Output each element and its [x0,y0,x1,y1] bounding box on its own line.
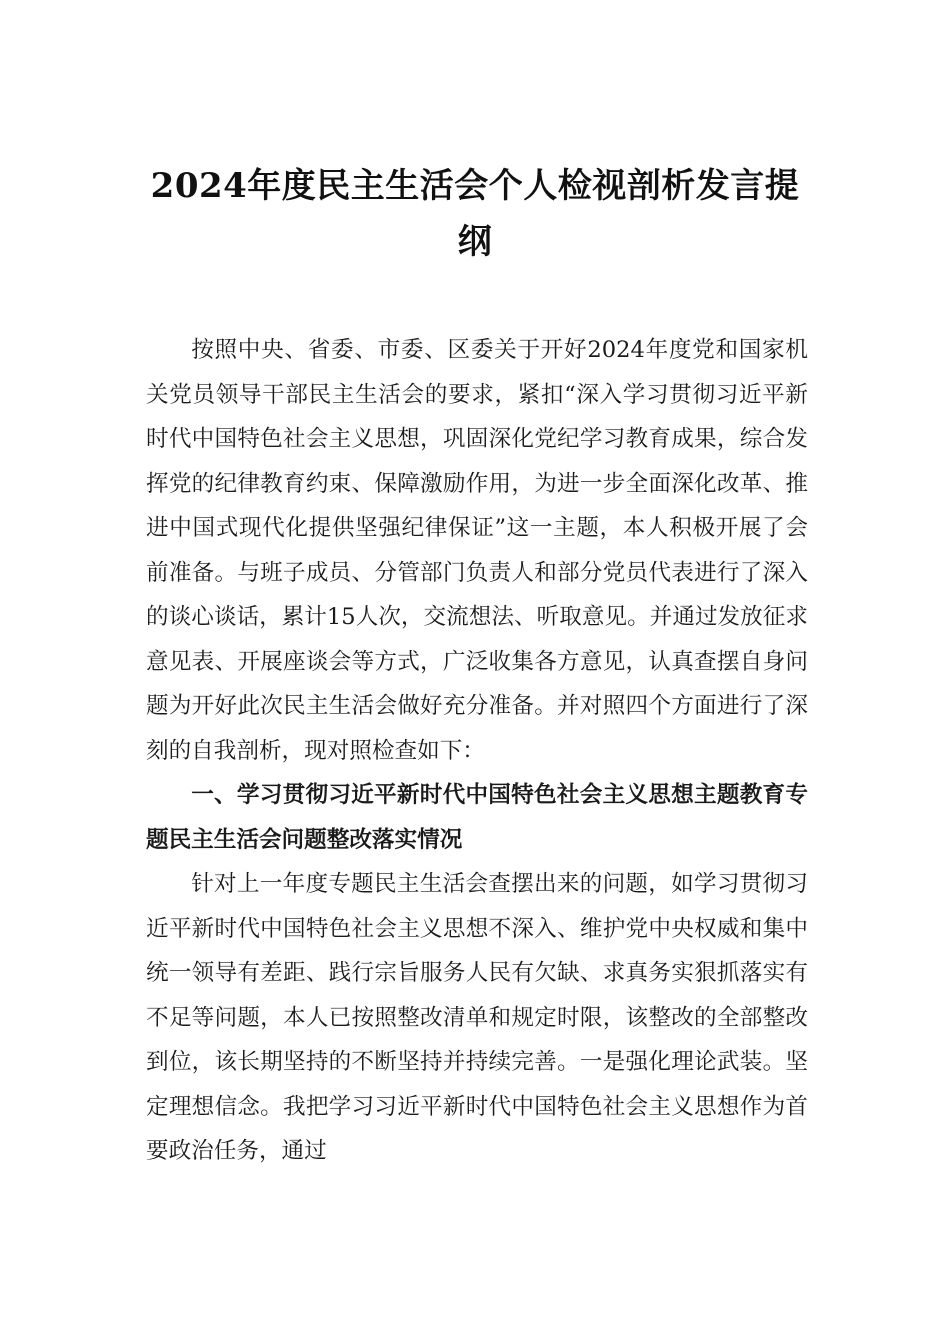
document-title: 2024年度民主生活会个人检视剖析发言提纲 [150,166,800,262]
intro-paragraph: 按照中央、省委、市委、区委关于开好2024年度党和国家机关党员领导干部民主生活会的要求，紧扣“深入学习贯彻习近平新时代中国特色社会主义思想，巩固深化党纪学习教育成果，综合发挥党的纪律教育约束、保障激励作用，为进一步全面深化改革、推进中国式现代化提供坚强纪律保证”这一主题，本人积极开展了会前准备。与班子成员、分管部门负责人和部分党员代表进行了深入的谈心谈话，累计15人次，交流想法、听取意见。并通过发放征求意见表、开展座谈会等方式，广泛收集各方意见，认真查摆自身问题为开好此次民主生活会做好充分准备。并对照四个方面进行了深刻的自我剖析，现对照检查如下： [146,337,808,764]
document-body [146,328,808,1174]
section-paragraph: 针对上一年度专题民主生活会查摆出来的问题，如学习贯彻习近平新时代中国特色社会主义思想不深入、维护党中央权威和集中统一领导有差距、践行宗旨服务人民有欠缺、求真务实狠抓落实有不足等问题，本人已按照整改清单和规定时限，该整改的全部整改到位，该长期坚持的不断坚持并持续完善。一是强化理论武装。坚定理想信念。我把学习习近平新时代中国特色社会主义思想作为首要政治任务，通过 [146,871,808,1164]
section-heading: 一、学习贯彻习近平新时代中国特色社会主义思想主题教育专题民主生活会问题整改落实情况 [146,782,808,853]
